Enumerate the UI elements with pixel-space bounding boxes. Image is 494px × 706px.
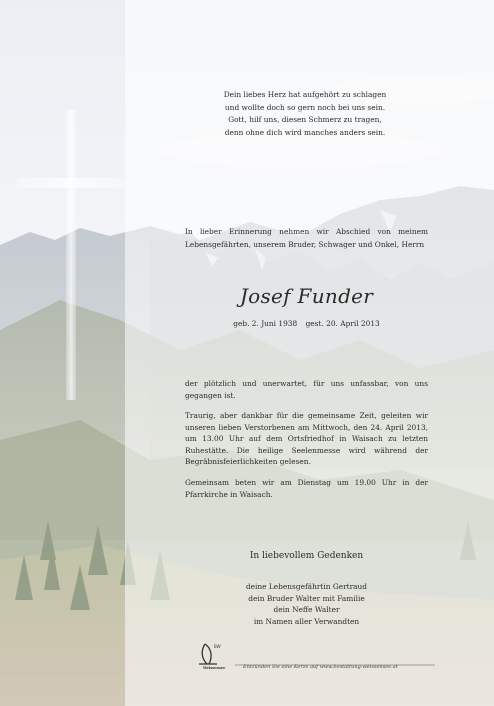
mourner: deine Lebensgefährtin Gertraud	[245, 582, 368, 591]
life-dates	[185, 319, 428, 328]
birth-date: geb. 2. Juni 1938	[233, 319, 298, 328]
paragraph-passing: der plötzlich und unerwartet, für uns unfassbar, von uns gegangen ist.	[185, 379, 428, 400]
intro-text: In lieber Erinnerung nehmen wir Abschied von meinem Lebensgefährten, unserem Bruder, Schwager und Onkel, Herrn	[185, 227, 428, 249]
deceased-name: Josef Funder	[239, 284, 374, 308]
death-date: gest. 20. April 2013	[305, 319, 380, 328]
poem	[190, 89, 420, 139]
cross-horizontal	[17, 178, 125, 188]
mourners-list	[185, 581, 428, 627]
footer-link[interactable]: Entzünden Sie eine Kerze auf www.bestattung-weissensee.at	[243, 664, 398, 670]
memory-heading: In liebevollem Gedenken	[249, 551, 364, 561]
mourner: dein Neffe Walter	[273, 605, 340, 615]
cross-vertical	[66, 110, 76, 400]
mourner: im Namen aller Verwandten	[253, 616, 360, 626]
poem-line: denn ohne dich wird manches anders sein.	[224, 127, 386, 137]
paragraph-funeral: Traurig, aber dankbar für die gemeinsame Zeit, geleiten wir unseren lieben Verstorbenen am Mittwoch, den 24. April 2013, um 13.00 Uhr auf dem Ortsfriedhof in Waisach zu letzten Ruhestätte. Die heilige Seelenmesse wird während der Begräbnisfeierlichkeiten gelesen.	[185, 411, 428, 467]
mourner: dein Bruder Walter mit Familie	[248, 593, 365, 603]
poem-line: Dein liebes Herz hat aufgehört zu schlagen	[223, 90, 387, 99]
svg-text:BW: BW	[214, 644, 221, 649]
footer-logo-text: Weissensee	[203, 666, 226, 670]
poem-line: und wollte doch so gern noch bei uns sein.	[224, 102, 386, 112]
paragraph-prayer: Gemeinsam beten wir am Dienstag um 19.00 Uhr in der Pfarrkirche in Waisach.	[185, 478, 428, 499]
poem-line: Gott, hilf uns, diesen Schmerz zu tragen,	[228, 115, 382, 124]
